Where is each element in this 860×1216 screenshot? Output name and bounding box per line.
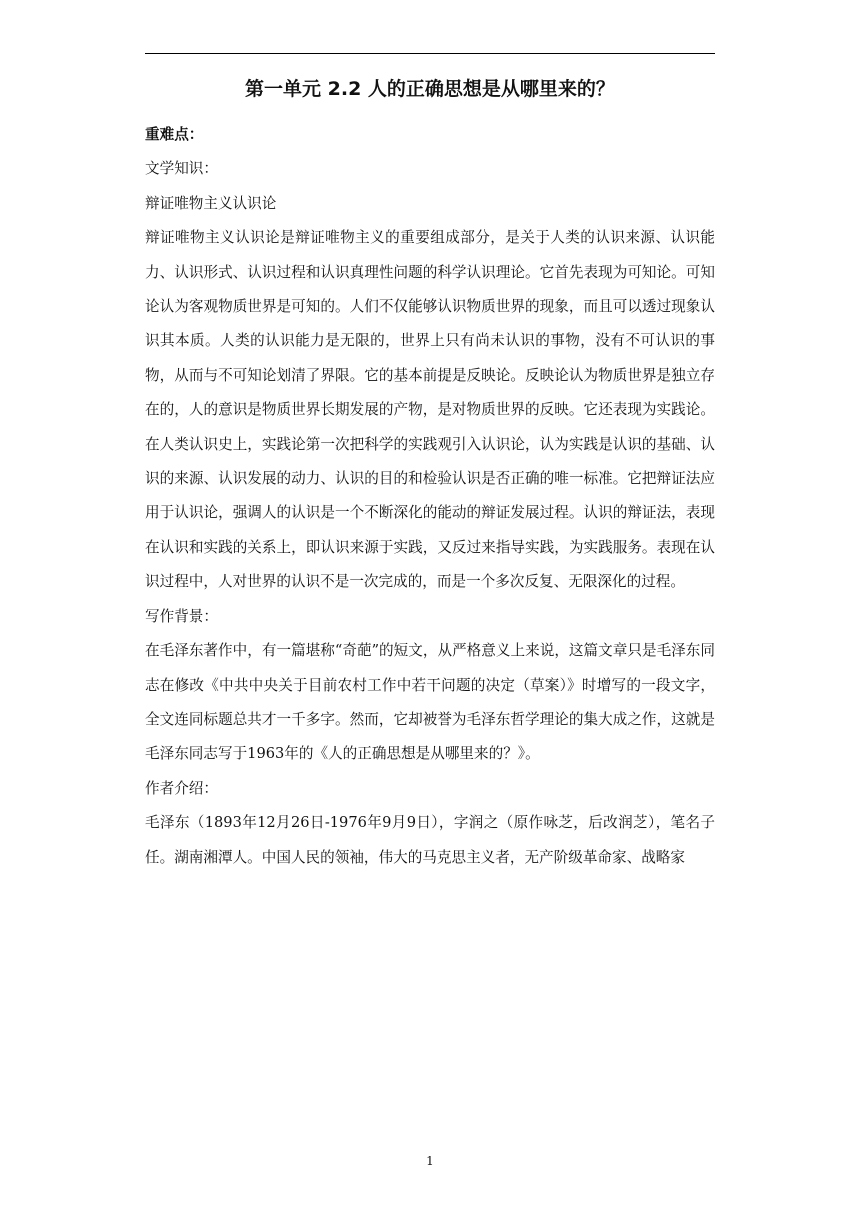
page-number: 1 (426, 1154, 434, 1168)
section-heading-key-points: 重难点： (145, 126, 204, 143)
header-rule (145, 53, 715, 54)
section-heading-background: 写作背景： (145, 607, 218, 625)
document-body (145, 118, 715, 875)
paragraph-epistemology: 辩证唯物主义认识论是辩证唯物主义的重要组成部分，是关于人类的认识来源、认识能力、认识形式、认识过程和认识真理性问题的科学认识理论。它首先表现为可知论。可知论认为客观物质世界是可知的。人们不仅能够认识物质世界的现象，而且可以透过现象认识其本质。人类的认识能力是无限的，世界上只有尚未认识的事物，没有不可认识的事物，从而与不可知论划清了界限。它的基本前提是反映论。反映论认为物质世界是独立存在的，人的意识是物质世界长期发展的产物，是对物质世界的反映。它还表现为实践论。在人类认识史上，实践论第一次把科学的实践观引入认识论，认为实践是认识的基础、认识的来源、认识发展的动力、认识的目的和检验认识是否正确的唯一标准。它把辩证法应用于认识论，强调人的认识是一个不断深化的能动的辩证发展过程。认识的辩证法，表现在认识和实践的关系上，即认识来源于实践，又反过来指导实践，为实践服务。表现在认识过程中，人对世界的认识不是一次完成的，而是一个多次反复、无限深化的过程。 (145, 229, 715, 591)
section-heading-literary-knowledge: 文学知识： (145, 160, 218, 178)
document-title: 第一单元 2.2 人的正确思想是从哪里来的？ (245, 78, 615, 100)
paragraph-background: 在毛泽东著作中，有一篇堪称“奇葩”的短文，从严格意义上来说，这篇文章只是毛泽东同志在修改《中共中央关于目前农村工作中若干问题的决定（草案）》时增写的一段文字，全文连同标题总共才一千多字。然而，它却被誉为毛泽东哲学理论的集大成之作，这就是毛泽东同志写于1963年的《人的正确思想是从哪里来的？》。 (145, 642, 715, 763)
paragraph-author: 毛泽东（1893年12月26日-1976年9月9日），字润之（原作咏芝，后改润芝），笔名子任。湖南湘潭人。中国人民的领袖，伟大的马克思主义者，无产阶级革命家、战略家 (145, 814, 715, 866)
subheading-epistemology: 辩证唯物主义认识论 (145, 194, 277, 212)
section-heading-author: 作者介绍： (145, 779, 218, 797)
